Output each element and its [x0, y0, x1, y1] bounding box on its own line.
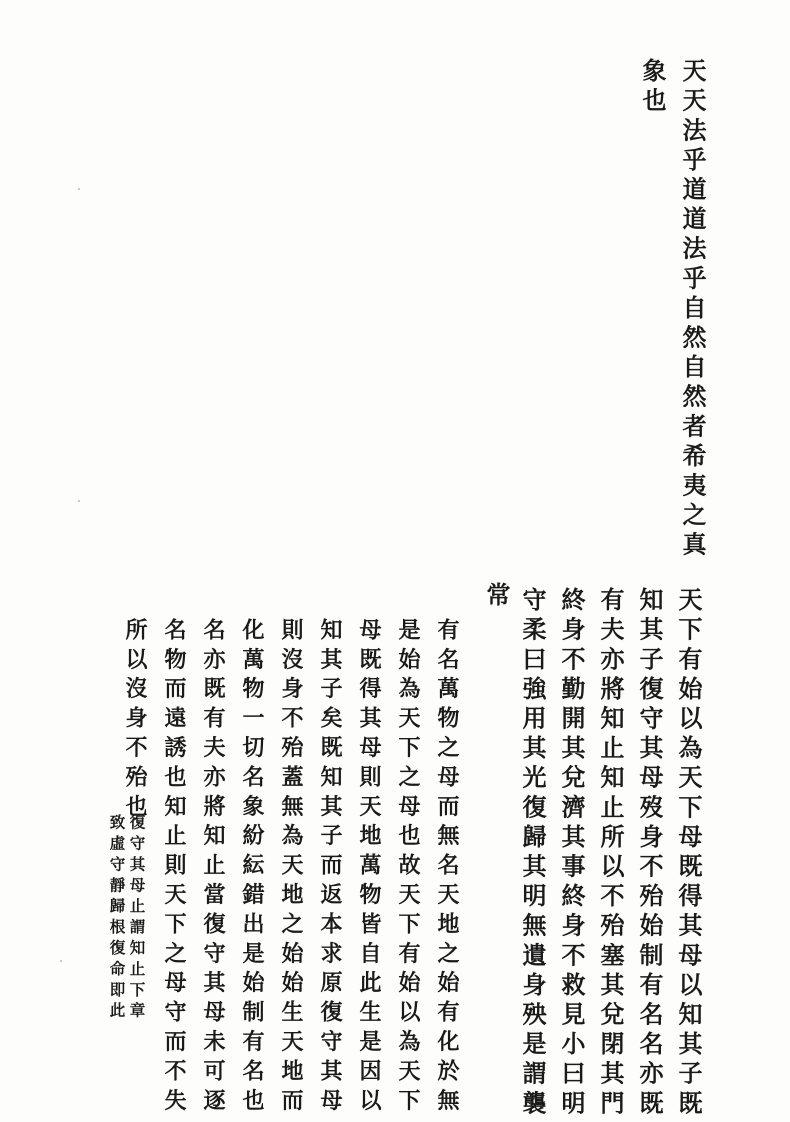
main-text-column-5: 守柔曰強用其光復歸其明無遺身殃是謂襲 [518, 587, 547, 1120]
commentary-column-5: 則沒身不殆蓋無為天地之始始生天地而 [278, 618, 304, 1118]
commentary-column-2: 是始為天下之母也故天下有始以為天下 [395, 618, 421, 1118]
scan-speck [78, 500, 80, 502]
small-note-column-1: 復守其母止謂知止下章 [127, 814, 147, 1023]
small-note-column-2: 致虛守靜歸根復命即此 [107, 814, 127, 1023]
main-text-column-3: 有夫亦將知止知止所以不殆塞其兌閉其門 [596, 587, 625, 1120]
scan-speck [78, 188, 80, 190]
commentary-column-7: 名亦既有夫亦將知止當復守其母未可逐 [200, 618, 226, 1118]
commentary-column-9: 所以沒身不殆也 [122, 618, 148, 824]
commentary-column-4: 知其子矣既知其子而返本求原復守其母 [317, 618, 343, 1118]
scan-speck [60, 960, 62, 962]
commentary-column-3: 母既得其母則天地萬物皆自此生是因以 [356, 618, 382, 1118]
main-text-column-2: 知其子復守其母歿身不殆始制有名名亦既 [635, 587, 664, 1120]
main-text-column-6: 常 [482, 582, 511, 612]
top-text-column-1: 天天法乎道道法乎自然自然者希夷之真 [678, 58, 707, 562]
top-text-column-2: 象也 [638, 58, 667, 118]
main-text-column-4: 終身不勤開其兌濟其事終身不救見小曰明 [557, 587, 586, 1120]
commentary-column-1: 有名萬物之母而無名天地之始有化於無 [434, 618, 460, 1118]
commentary-column-8: 名物而遠誘也知止則天下之母守而不失 [161, 618, 187, 1118]
main-text-column-1: 天下有始以為天下母既得其母以知其子既 [674, 587, 703, 1120]
commentary-column-6: 化萬物一切名象紛紜錯出是始制有名也 [239, 618, 265, 1118]
